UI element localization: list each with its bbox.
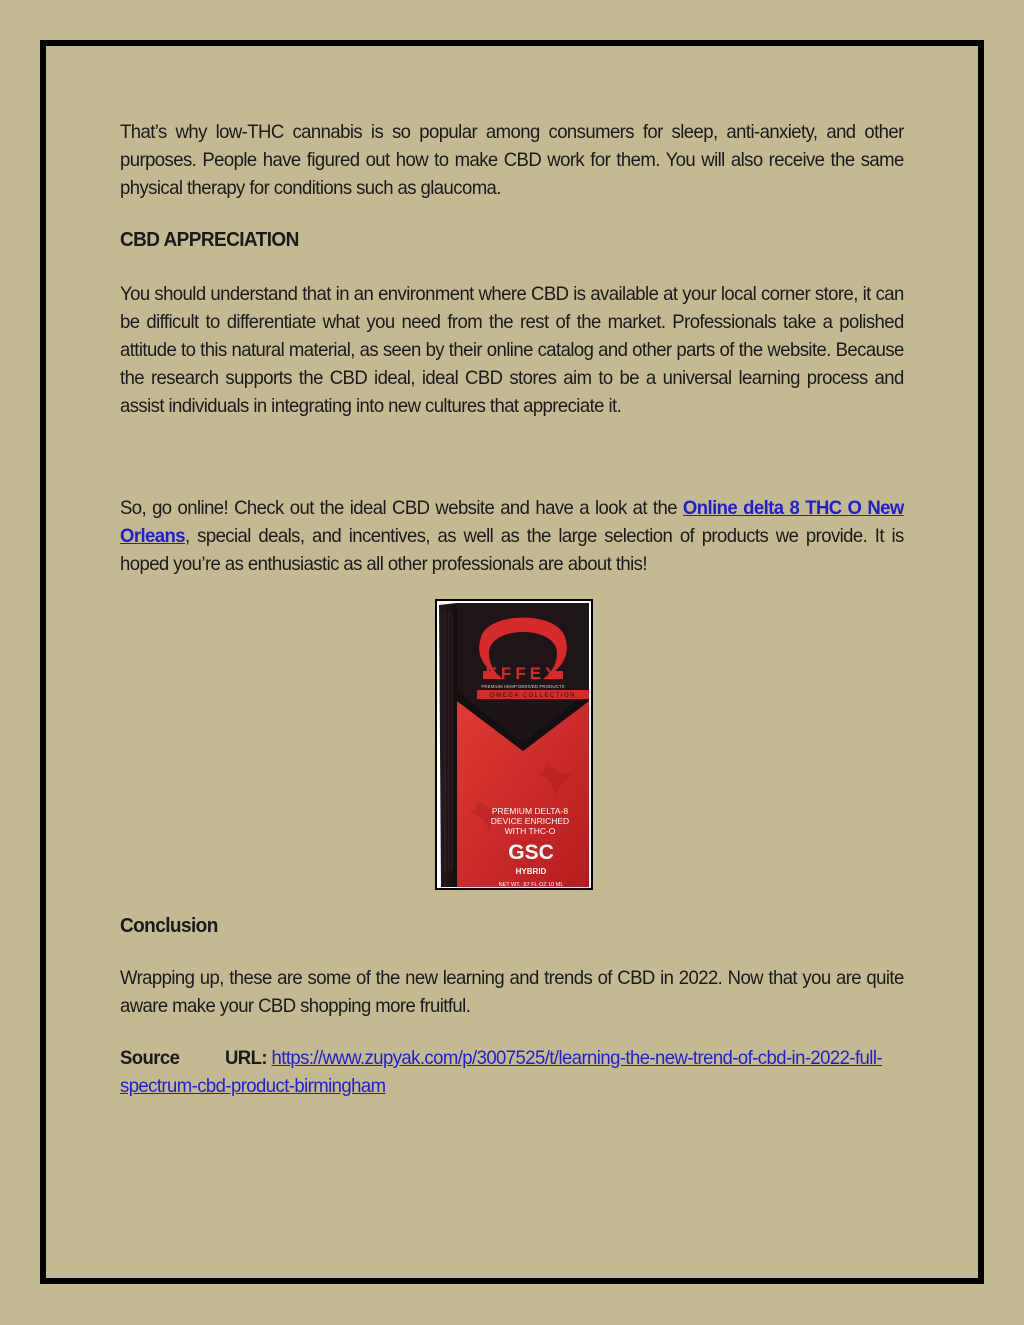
heading-conclusion: Conclusion bbox=[120, 915, 218, 937]
product-description-line-2: DEVICE ENRICHED bbox=[490, 816, 570, 826]
source-url-link[interactable]: https://www.zupyak.com/p/3007525/t/learning-the-new-trend-of-cbd-in-2022-full-spectrum-cbd-product-birmingham bbox=[120, 1047, 882, 1097]
source-line bbox=[120, 1044, 904, 1100]
product-description-line-1: PREMIUM DELTA-8 bbox=[491, 806, 569, 816]
paragraph-go-online-tail: , special deals, and incentives, as well as the large selection of products we provide. It is hoped you’re as enthusiastic as all other professionals are about this! bbox=[120, 525, 904, 575]
conclusion-section bbox=[120, 912, 904, 1100]
heading-cbd-appreciation: CBD APPRECIATION bbox=[120, 229, 299, 251]
online-delta-8-link[interactable]: Online delta 8 THC O New Orleans bbox=[120, 497, 904, 547]
paragraph-intro: That’s why low-THC cannabis is so popular among consumers for sleep, anti-anxiety, and other purposes. People have figured out how to make CBD work for them. You will also receive the same physical therapy for conditions such as glaucoma. bbox=[120, 121, 904, 199]
product-brand: EFFEX bbox=[485, 664, 561, 683]
paragraph-conclusion: Wrapping up, these are some of the new learning and trends of CBD in 2022. Now that you are quite aware make your CBD shopping more fruitful. bbox=[120, 967, 904, 1017]
effex-cartridge-box-image bbox=[437, 601, 591, 888]
product-net-weight: NET WT. .67 FL OZ 10 ML bbox=[498, 882, 564, 888]
paragraph-go-online-lead: So, go online! Check out the ideal CBD website and have a look at the bbox=[120, 497, 683, 519]
source-url-label: URL: bbox=[224, 1047, 267, 1069]
source-label: Source bbox=[120, 1047, 180, 1069]
paragraph-appreciation: You should understand that in an environment where CBD is available at your local corner store, it can be difficult to differentiate what you need from the rest of the market. Professionals take a polished attitude to this natural material, as seen by their online catalog and other parts of the website. Because the research supports the CBD ideal, ideal CBD stores aim to be a universal learning process and assist individuals in integrating into new cultures that appreciate it. bbox=[120, 283, 904, 417]
document-body bbox=[120, 118, 904, 578]
paragraph-go-online bbox=[120, 494, 904, 578]
product-strain-type: HYBRID bbox=[515, 867, 547, 876]
product-brand-tagline: PREMIUM HEMP DERIVED PRODUCTS bbox=[481, 684, 565, 689]
product-image bbox=[435, 599, 593, 890]
product-collection: OMEGA COLLECTION bbox=[489, 693, 577, 699]
product-strain: GSC bbox=[508, 841, 554, 864]
product-description-line-3: WITH THC-O bbox=[504, 826, 556, 836]
